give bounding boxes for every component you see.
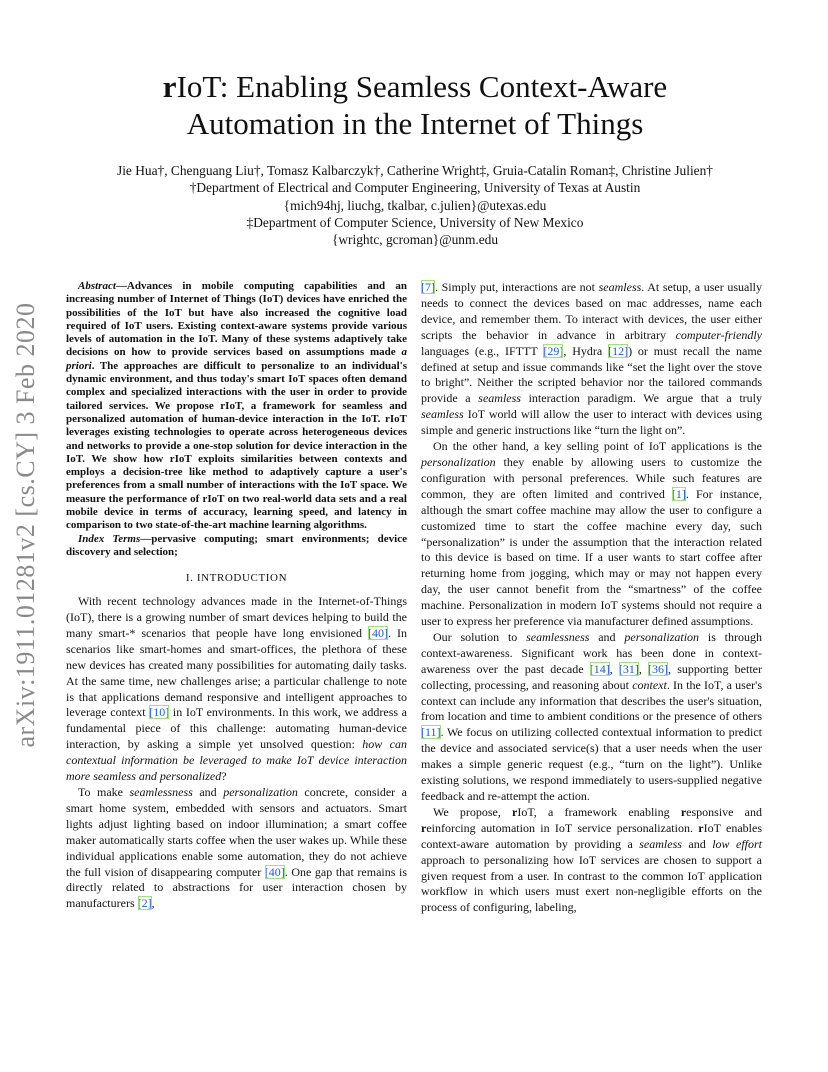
- abstract-apriori: a priori: [66, 346, 407, 372]
- citation-link[interactable]: [ 14 ]: [590, 662, 610, 676]
- email-unm: {wrightc, gcroman}@unm.edu: [331, 232, 499, 248]
- abstract-label: Abstract: [78, 280, 116, 292]
- arxiv-stamp: [6, 290, 46, 760]
- intro-paragraph-1: With recent technology advances made in the Internet-of-Things (IoT), there is a growing number of smart devices helping to build the many smart-* scenarios that people have long envisioned [ 40 ] . In scenarios like smart-homes and smart-offices, the plethora of these new devices has created many possibilities for automating daily tasks. At the same time, new challenges arise; a particular challenge to note is that applications demand responsive and intelligent approaches to leverage context [ 10 ] in IoT environments. In this work, we address a fundamental piece of this challenge: automating human-device interaction, by asking a simple yet unsolved question: how can contextual information be leveraged to make IoT device interaction more seamless and personalized?: [66, 594, 407, 785]
- research-question: how can contextual information be leveraged to make IoT device interaction more seamless and personalized: [66, 737, 407, 784]
- title-bold-letter: r: [162, 69, 177, 104]
- index-terms: Index Terms—pervasive computing; smart environments; device discovery and selection;: [66, 532, 407, 558]
- citation-link[interactable]: [ 1 ]: [672, 487, 686, 501]
- affiliation-unm: ‡Department of Computer Science, University of New Mexico: [246, 214, 584, 230]
- citation-link[interactable]: [ 36 ]: [648, 662, 668, 676]
- intro-paragraph-4: Our solution to seamlessness and personalization is through context-awareness. Significant work has been done in context-awareness over the past decade [ 14 ] , [ 31 ] , [ 36 ] , supporting better collecting, processing, and reasoning about context. In the IoT, a user's context can include any information that describes the user's situation, from location and time to ambient conditions or the presence of others [ 11 ] . We focus on utilizing collected contextual information to predict the device and associated service(s) that a user needs when the user makes a simple generic request (e.g., “turn on the light”). Unlike existing solutions, we respond immediately to users-supplied negative feedback and re-attempt the action.: [421, 630, 762, 805]
- citation-link[interactable]: [ 7 ]: [421, 280, 435, 294]
- left-column: [66, 280, 407, 912]
- intro-paragraph-3: On the other hand, a key selling point of IoT applications is the personalization they enable by allowing users to customize the configuration with personal preferences. While such features are common, they are often limited and contrived [ 1 ] . For instance, although the smart coffee machine may allow the user to configure a customized time to start the coffee machine every day, such “personalization” is under the assumption that the interaction related to this device is based on time. If a user wants to start coffee after returning home from jogging, which may or may not happen every day, the user cannot benefit from the “smartness” of the coffee machine. Personalization in modern IoT systems should not require a user to express her preference via manufacturer defined assumptions.: [421, 439, 762, 630]
- title-line1: IoT: Enabling Seamless Context-Aware: [176, 69, 668, 104]
- arxiv-identifier: arXiv:1911.01281v2 [cs.CY] 3 Feb 2020: [11, 302, 40, 748]
- affiliation-ut-austin: †Department of Electrical and Computer Engineering, University of Texas at Austin: [189, 180, 641, 196]
- section-heading-introduction: I. INTRODUCTION: [185, 572, 288, 585]
- author-block: [40, 162, 790, 248]
- citation-link[interactable]: [ 40 ]: [265, 865, 285, 879]
- title-line2: Automation in the Internet of Things: [186, 106, 644, 141]
- abstract: Abstract—Advances in mobile computing capabilities and an increasing number of Internet of Things (IoT) devices have enriched the possibilities of the IoT but have also increased the cognitive load required of IoT users. Existing context-aware systems provide various levels of automation in the IoT. Many of these systems adaptively take decisions on how to provide services based on assumptions made a priori. The approaches are difficult to personalize to an individual's dynamic environment, and thus today's smart IoT spaces often demand complex and specialized interactions with the user in order to provide tailored services. We propose rIoT, a framework for seamless and personalized automation of human-device interaction in the IoT. rIoT leverages existing technologies to operate across heterogeneous devices and networks to provide a one-stop solution for device interaction in the IoT. We show how rIoT exploits similarities between contexts and employs a decision-tree like method to adaptively capture a user's preferences from a small number of interactions with the IoT space. We measure the performance of rIoT on two real-world data sets and a real mobile device in terms of accuracy, learning speed, and latency in comparison to two state-of-the-art machine learning algorithms.: [66, 280, 407, 532]
- citation-link[interactable]: [ 2 ]: [138, 896, 152, 910]
- email-ut-austin: {mich94hj, liuchg, tkalbar, c.julien}@utexas.edu: [283, 197, 547, 213]
- intro-paragraph-5: We propose, rIoT, a framework enabling responsive and reinforcing automation in IoT service personalization. rIoT enables context-aware automation by providing a seamless and low effort approach to personalizing how IoT services are chosen to support a given request from a user. In contrast to the common IoT application workflow in which users must exert non-negligible efforts on the process of configuring, labeling,: [421, 804, 763, 915]
- citation-link[interactable]: [ 12 ]: [608, 344, 628, 358]
- index-terms-label: Index Terms: [78, 532, 141, 545]
- citation-link[interactable]: [ 29 ]: [543, 344, 563, 358]
- author-names: Jie Hua†, Chenguang Liu†, Tomasz Kalbarczyk†, Catherine Wright‡, Gruia-Catalin Roman‡, Christine Julien†: [116, 163, 713, 178]
- right-column: [421, 280, 762, 916]
- citation-link[interactable]: [ 40 ]: [368, 626, 388, 640]
- intro-paragraph-2-cont: [ 7 ] . Simply put, interactions are not seamless. At setup, a user usually needs to connect the devices based on mac addresses, name each device, and remember them. To interact with devices, the user either scripts the behavior in advance in arbitrary computer-friendly languages (e.g., IFTTT [ 29 ] , Hydra [ 12 ] ) or must recall the name defined at setup and issue commands like “set the light over the stove to bright”. Neither the scripted behavior nor the tailored commands provide a seamless interaction paradigm. We argue that a truly seamless IoT world will allow the user to interact with devices using simple and generic instructions like “turn the light on”.: [421, 280, 762, 439]
- intro-paragraph-2: To make seamlessness and personalization concrete, consider a smart home system, embedded with sensors and actuators. Smart lights adjust lighting based on indoor illumination; a smart coffee maker automatically starts coffee when the user wakes up. While these individual applications enable some automation, they do not achieve the full vision of disappearing computer [ 40 ] . One gap that remains is directly related to abstractions for user interaction chosen by manufacturers [ 2 ] ,: [66, 785, 407, 912]
- citation-link[interactable]: [ 10 ]: [149, 705, 169, 719]
- citation-link[interactable]: [ 11 ]: [421, 725, 441, 739]
- citation-link[interactable]: [ 31 ]: [619, 662, 639, 676]
- paper-title: [60, 68, 770, 142]
